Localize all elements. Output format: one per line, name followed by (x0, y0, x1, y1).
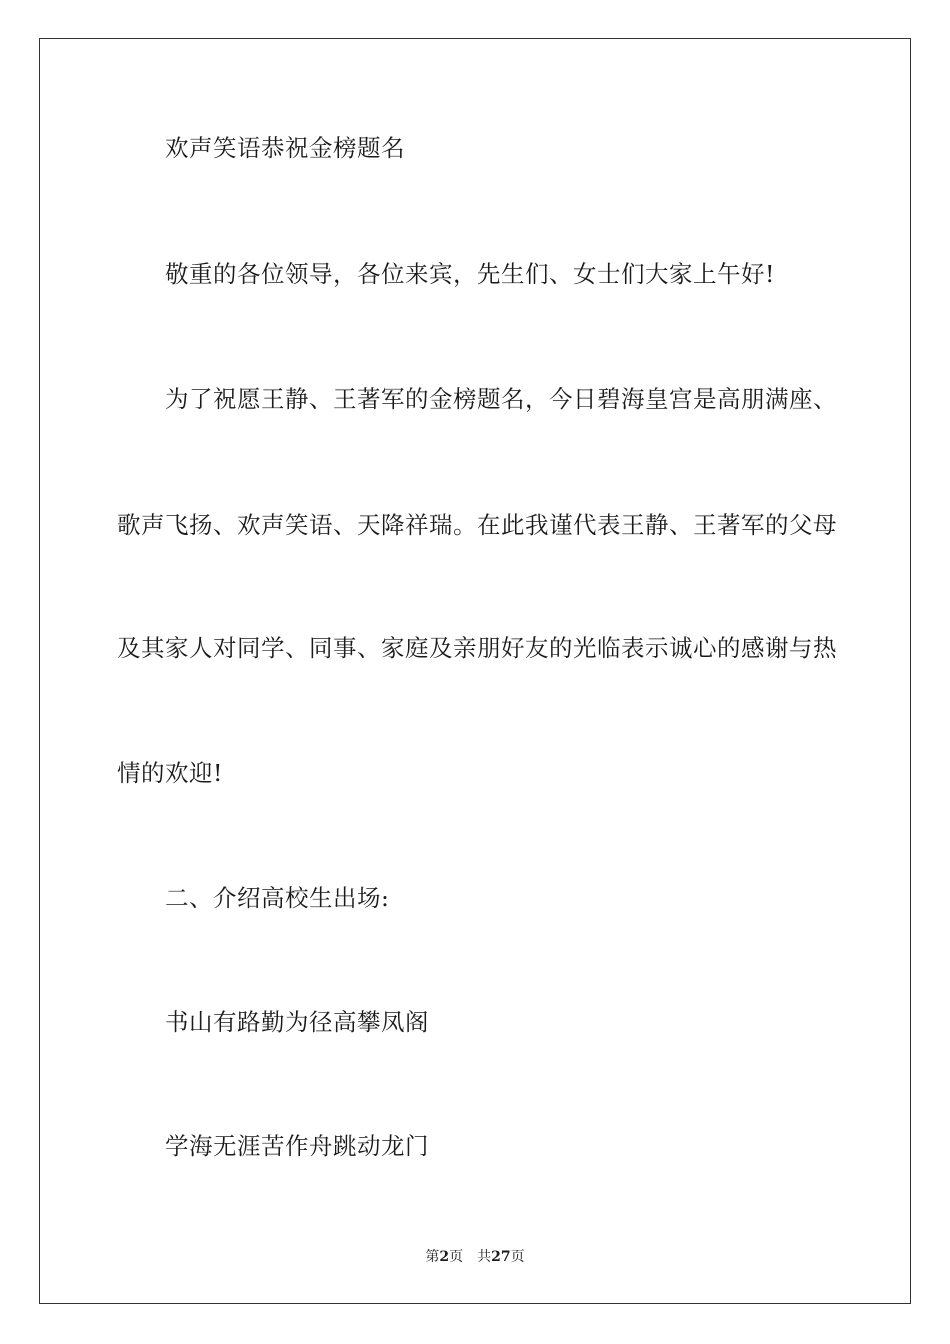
section-title: 二、介绍高校生出场: (165, 884, 390, 912)
paragraph-line-1: 为了祝愿王静、王著军的金榜题名，今日碧海皇宫是高朋满座、 (165, 385, 837, 413)
couplet-line-1: 书山有路勤为径高攀凤阁 (165, 1008, 429, 1036)
paragraph-line-4: 情的欢迎! (117, 759, 223, 787)
footer-total-suffix: 页 (510, 1249, 525, 1265)
paragraph-line-2: 歌声飞扬、欢声笑语、天降祥瑞。在此我谨代表王静、王著军的父母 (117, 511, 837, 539)
greeting-paragraph: 敬重的各位领导，各位来宾，先生们、女士们大家上午好! (165, 260, 775, 288)
footer-page-suffix: 页 (449, 1249, 464, 1265)
page-footer (0, 1247, 950, 1267)
page-border (39, 38, 911, 1304)
couplet-line-2: 学海无涯苦作舟跳动龙门 (165, 1132, 429, 1160)
footer-page-number: 2 (439, 1249, 450, 1265)
paragraph-line-3: 及其家人对同学、同事、家庭及亲朋好友的光临表示诚心的感谢与热 (117, 634, 837, 662)
document-heading: 欢声笑语恭祝金榜题名 (165, 134, 405, 162)
footer-total-pages: 27 (491, 1249, 511, 1265)
footer-page-prefix: 第 (425, 1249, 440, 1265)
footer-total-prefix: 共 (477, 1249, 492, 1265)
